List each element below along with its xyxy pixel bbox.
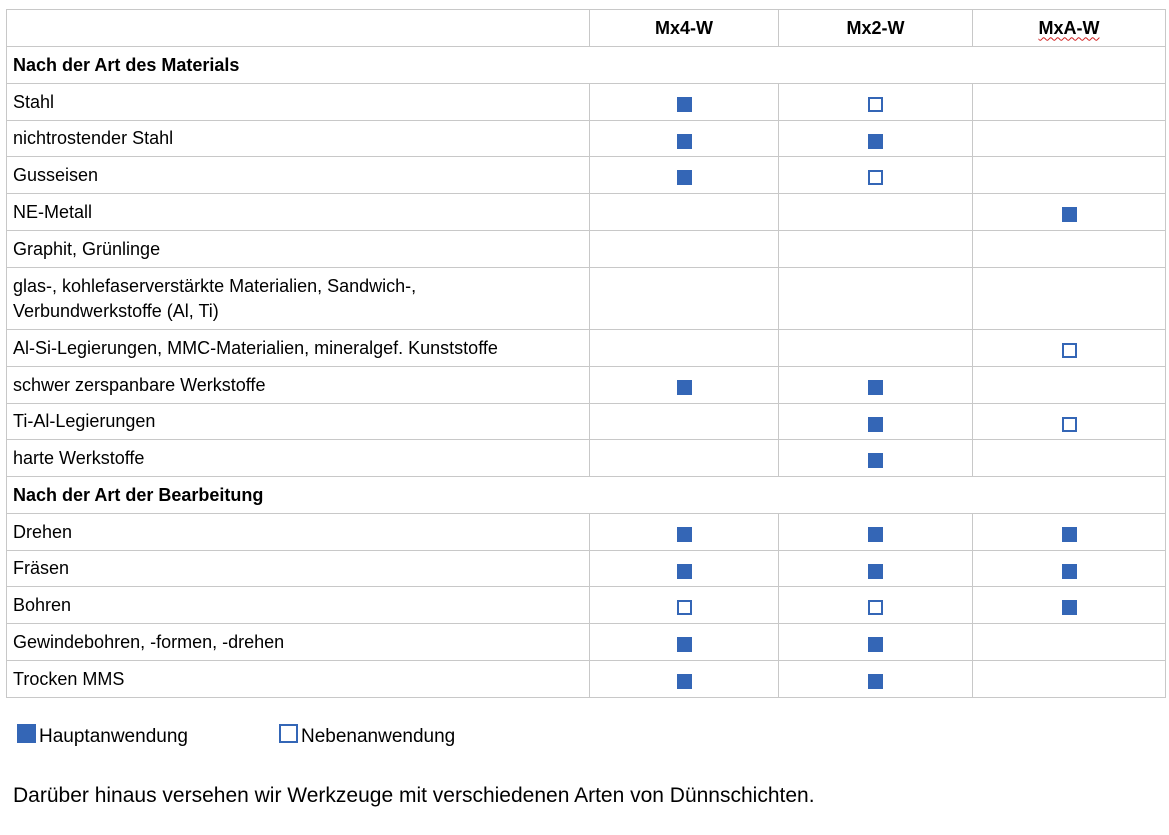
row-label: Ti-Al-Legierungen (7, 404, 590, 440)
filled-square-icon (17, 724, 36, 743)
mark-cell (779, 514, 973, 551)
mark-cell (779, 587, 973, 624)
table-row (7, 121, 1166, 157)
application-table (6, 9, 1166, 698)
mark-cell (973, 404, 1166, 440)
mark-cell (779, 440, 973, 477)
empty-square-icon (1062, 343, 1077, 358)
mark-cell (590, 404, 779, 440)
table-row (7, 157, 1166, 194)
filled-square-icon (868, 674, 883, 689)
mark-cell (779, 404, 973, 440)
mark-cell (590, 121, 779, 157)
row-label: Drehen (7, 514, 590, 551)
row-label: Stahl (7, 84, 590, 121)
mark-cell (779, 551, 973, 587)
legend-main (17, 725, 188, 749)
mark-cell (973, 551, 1166, 587)
mark-cell (590, 194, 779, 231)
mark-cell (779, 231, 973, 268)
column-header-mx4w: Mx4-W (590, 10, 779, 47)
filled-square-icon (1062, 600, 1077, 615)
mark-cell (973, 330, 1166, 367)
legend-secondary-label: Nebenanwendung (301, 726, 456, 747)
column-header-mx2w: Mx2-W (779, 10, 973, 47)
mark-cell (590, 587, 779, 624)
table-row (7, 551, 1166, 587)
empty-square-icon (868, 97, 883, 112)
mark-cell (779, 84, 973, 121)
row-label: Fräsen (7, 551, 590, 587)
row-label: Al-Si-Legierungen, MMC-Materialien, mineralgef. Kunststoffe (7, 330, 590, 367)
row-label: Trocken MMS (7, 661, 590, 698)
filled-square-icon (1062, 207, 1077, 222)
header-row (7, 10, 1166, 47)
mark-cell (590, 231, 779, 268)
row-label: Bohren (7, 587, 590, 624)
mark-cell (973, 514, 1166, 551)
mark-cell (779, 157, 973, 194)
mark-cell (590, 661, 779, 698)
section-row-material (7, 47, 1166, 84)
row-label-line-2: Verbundwerkstoffe (Al, Ti) (13, 300, 219, 321)
legend-secondary (279, 725, 455, 749)
row-label: schwer zerspanbare Werkstoffe (7, 367, 590, 404)
row-label: Gusseisen (7, 157, 590, 194)
mark-cell (590, 84, 779, 121)
row-label: Graphit, Grünlinge (7, 231, 590, 268)
filled-square-icon (868, 527, 883, 542)
section-title-machining: Nach der Art der Bearbeitung (7, 477, 1166, 514)
mark-cell (590, 330, 779, 367)
table-row (7, 194, 1166, 231)
table-row (7, 404, 1166, 440)
mark-cell (590, 624, 779, 661)
filled-square-icon (677, 564, 692, 579)
filled-square-icon (677, 380, 692, 395)
filled-square-icon (677, 170, 692, 185)
table-row (7, 514, 1166, 551)
mark-cell (973, 624, 1166, 661)
filled-square-icon (868, 134, 883, 149)
mark-cell (973, 194, 1166, 231)
filled-square-icon (868, 564, 883, 579)
filled-square-icon (1062, 527, 1077, 542)
empty-square-icon (868, 600, 883, 615)
filled-square-icon (677, 674, 692, 689)
mark-cell (973, 157, 1166, 194)
table-row (7, 624, 1166, 661)
filled-square-icon (868, 637, 883, 652)
section-row-machining (7, 477, 1166, 514)
row-label: nichtrostender Stahl (7, 121, 590, 157)
table-row (7, 367, 1166, 404)
mark-cell (973, 268, 1166, 330)
filled-square-icon (868, 453, 883, 468)
filled-square-icon (677, 527, 692, 542)
empty-square-icon (279, 724, 298, 743)
header-empty-cell (7, 10, 590, 47)
table-row (7, 661, 1166, 698)
mark-cell (973, 231, 1166, 268)
table-row (7, 587, 1166, 624)
table-row (7, 231, 1166, 268)
filled-square-icon (868, 417, 883, 432)
section-title-material: Nach der Art des Materials (7, 47, 1166, 84)
mark-cell (779, 268, 973, 330)
row-label: NE-Metall (7, 194, 590, 231)
mark-cell (590, 551, 779, 587)
row-label: Gewindebohren, -formen, -drehen (7, 624, 590, 661)
row-label (7, 268, 590, 330)
mark-cell (973, 367, 1166, 404)
footer-text: Darüber hinaus versehen wir Werkzeuge mit verschiedenen Arten von Dünnschichten. (13, 784, 815, 807)
filled-square-icon (677, 134, 692, 149)
filled-square-icon (868, 380, 883, 395)
mark-cell (973, 84, 1166, 121)
filled-square-icon (677, 637, 692, 652)
mark-cell (590, 157, 779, 194)
filled-square-icon (1062, 564, 1077, 579)
table-row (7, 268, 1166, 330)
column-header-mxaw (973, 10, 1166, 47)
mark-cell (590, 440, 779, 477)
table-row (7, 440, 1166, 477)
table-row (7, 84, 1166, 121)
column-header-mxaw-text: MxA-W (1038, 17, 1100, 38)
empty-square-icon (868, 170, 883, 185)
mark-cell (590, 367, 779, 404)
filled-square-icon (677, 97, 692, 112)
mark-cell (973, 440, 1166, 477)
mark-cell (779, 624, 973, 661)
row-label: harte Werkstoffe (7, 440, 590, 477)
mark-cell (779, 330, 973, 367)
mark-cell (590, 268, 779, 330)
mark-cell (973, 587, 1166, 624)
table-row (7, 330, 1166, 367)
empty-square-icon (1062, 417, 1077, 432)
mark-cell (779, 367, 973, 404)
mark-cell (973, 661, 1166, 698)
mark-cell (779, 661, 973, 698)
legend-main-label: Hauptanwendung (39, 726, 188, 747)
mark-cell (973, 121, 1166, 157)
mark-cell (779, 121, 973, 157)
mark-cell (590, 514, 779, 551)
mark-cell (779, 194, 973, 231)
empty-square-icon (677, 600, 692, 615)
row-label-line-1: glas-, kohlefaserverstärkte Materialien, Sandwich-, (13, 275, 417, 296)
